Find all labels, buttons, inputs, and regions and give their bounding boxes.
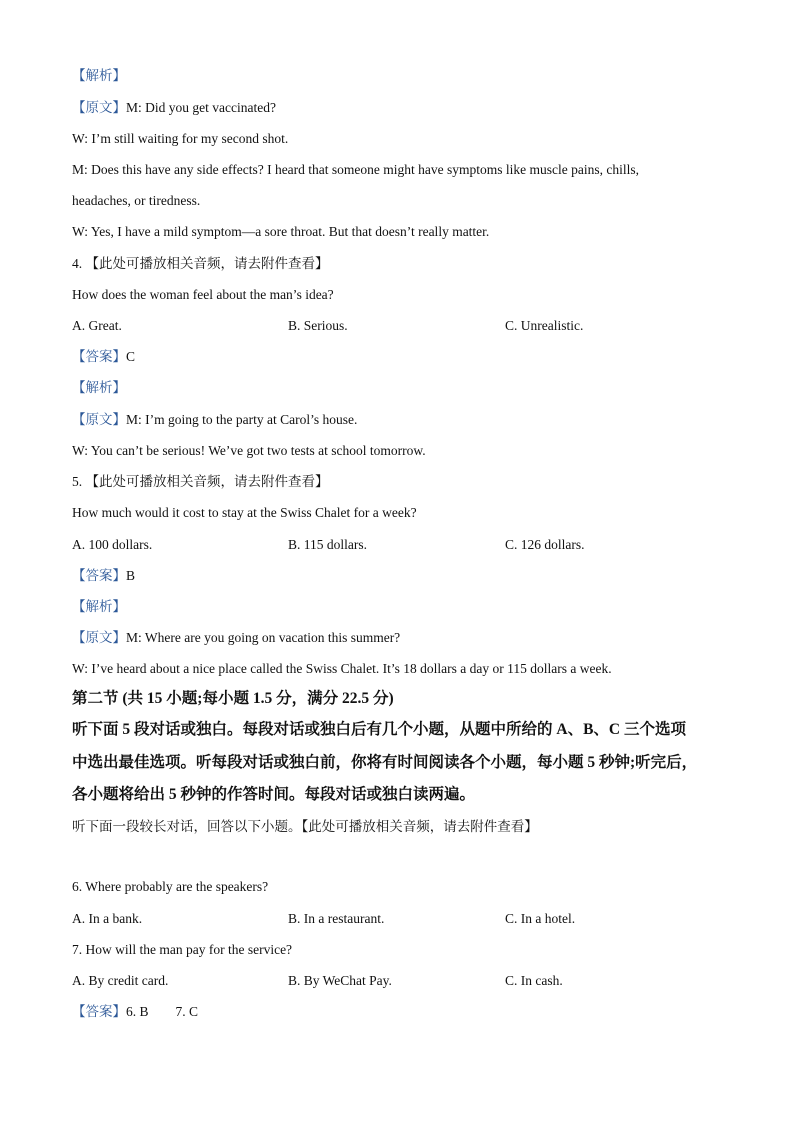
section-instructions: 各小题将给出 5 秒钟的作答时间。每段对话或独白读两遍。	[72, 786, 476, 803]
analysis-label: 【解析】	[72, 68, 126, 83]
analysis-label: 【解析】	[72, 380, 126, 395]
transcript-text: W: I’m still waiting for my second shot.	[72, 131, 289, 146]
analysis-label: 【解析】	[72, 599, 126, 614]
answer-label: 【答案】	[72, 349, 126, 364]
transcript-label: 【原文】	[72, 412, 126, 427]
transcript-text: M: Does this have any side effects? I heard that someone might have symptoms like muscle pains, chills,	[72, 162, 639, 177]
audio-note: 【此处可播放相关音频，请去附件查看】	[85, 256, 329, 271]
option-a: A. In a bank.	[72, 911, 143, 926]
question-text: How does the woman feel about the man’s idea?	[72, 287, 334, 302]
question-number: 4.	[72, 256, 83, 271]
option-a: A. 100 dollars.	[72, 537, 153, 552]
transcript-text: M: Did you get vaccinated?	[126, 100, 276, 115]
section-instructions: 中选出最佳选项。听每段对话或独白前，你将有时间阅读各个小题，每小题 5 秒钟;听完后，	[72, 754, 698, 771]
transcript-text: M: Where are you going on vacation this summer?	[126, 630, 401, 645]
option-b: B. Serious.	[288, 318, 348, 333]
question-text: 6. Where probably are the speakers?	[72, 879, 269, 894]
transcript-text: M: I’m going to the party at Carol’s house.	[126, 412, 358, 427]
listen-instruction-line	[72, 818, 538, 836]
question-number: 5.	[72, 474, 83, 489]
option-c: C. In a hotel.	[505, 911, 576, 926]
audio-note: 【此处可播放相关音频，请去附件查看】	[301, 819, 538, 834]
answer-value: B	[126, 568, 136, 583]
question-header	[72, 473, 329, 491]
transcript-text: W: Yes, I have a mild symptom—a sore throat. But that doesn’t really matter.	[72, 224, 490, 239]
question-header	[72, 255, 329, 273]
option-c: C. In cash.	[505, 973, 563, 988]
option-c: C. 126 dollars.	[505, 537, 585, 552]
section-heading: 第二节 (共 15 小题;每小题 1.5 分，满分 22.5 分)	[72, 690, 394, 707]
option-b: B. 115 dollars.	[288, 537, 367, 552]
question-text: How much would it cost to stay at the Swiss Chalet for a week?	[72, 505, 417, 520]
transcript-text: headaches, or tiredness.	[72, 193, 201, 208]
transcript-line	[72, 411, 357, 429]
answer-label: 【答案】	[72, 1004, 126, 1019]
option-b: B. In a restaurant.	[288, 911, 385, 926]
answer-value: C	[126, 349, 136, 364]
transcript-text: W: You can’t be serious! We’ve got two tests at school tomorrow.	[72, 443, 426, 458]
listen-instruction: 听下面一段较长对话，回答以下小题。	[72, 819, 302, 834]
option-a: A. Great.	[72, 318, 122, 333]
answer-label: 【答案】	[72, 568, 126, 583]
option-a: A. By credit card.	[72, 973, 169, 988]
transcript-label: 【原文】	[72, 630, 126, 645]
section-instructions: 听下面 5 段对话或独白。每段对话或独白后有几个小题，从题中所给的 A、B、C 三个选项	[72, 721, 686, 738]
transcript-text: W: I’ve heard about a nice place called the Swiss Chalet. It’s 18 dollars a day or 115 dollars a week.	[72, 661, 612, 676]
answer-line	[72, 348, 135, 366]
option-b: B. By WeChat Pay.	[288, 973, 392, 988]
answer-line	[72, 1003, 198, 1021]
option-c: C. Unrealistic.	[505, 318, 584, 333]
question-text: 7. How will the man pay for the service?	[72, 942, 293, 957]
answer-line	[72, 567, 135, 585]
transcript-label: 【原文】	[72, 100, 126, 115]
transcript-line	[72, 629, 400, 647]
transcript-line	[72, 99, 276, 117]
answer-value: 6. B 7. C	[126, 1004, 199, 1019]
audio-note: 【此处可播放相关音频，请去附件查看】	[85, 474, 329, 489]
